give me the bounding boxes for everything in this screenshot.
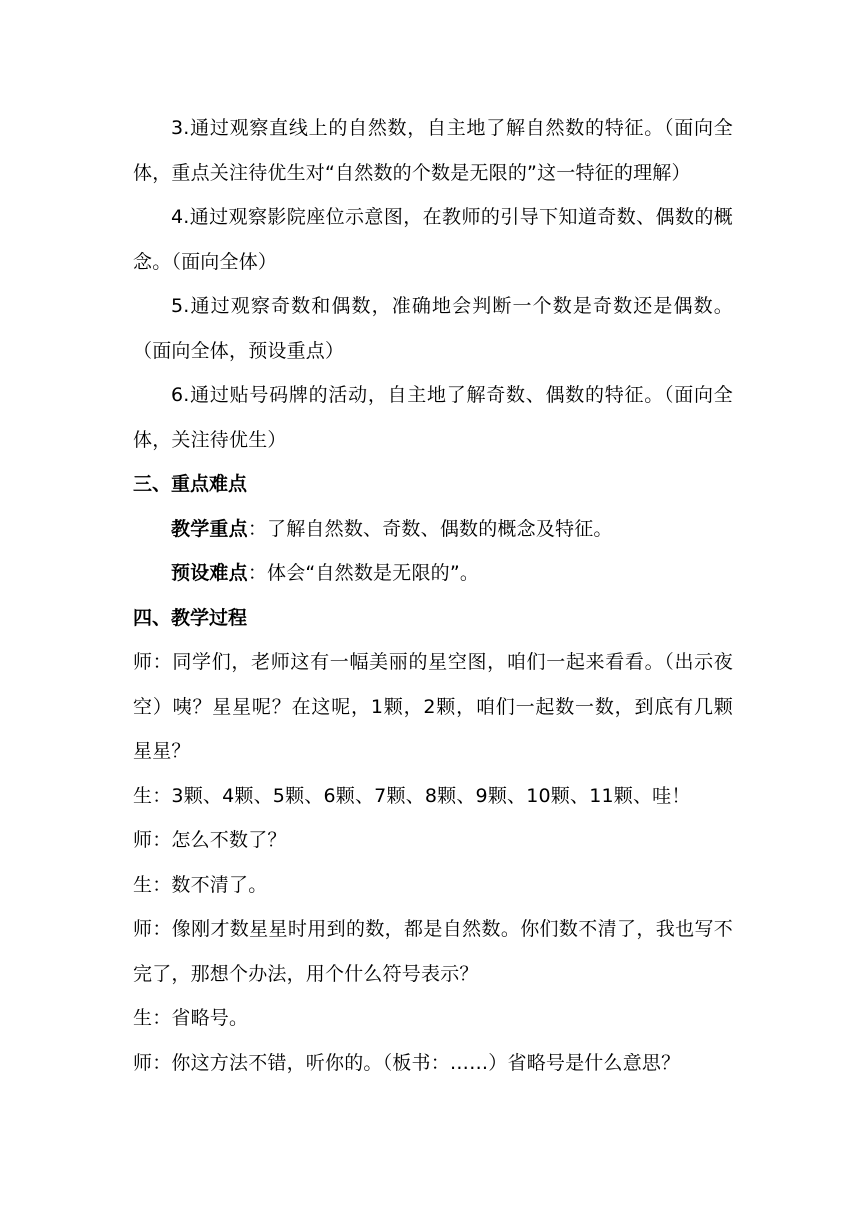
section-heading-teaching-process: 四、教学过程 bbox=[133, 606, 248, 629]
goal-item-6: 6.通过贴号码牌的活动，自主地了解奇数、偶数的特征。（面向全体，关注待优生） bbox=[133, 384, 733, 451]
key-point-text: ：了解自然数、奇数、偶数的概念及特征。 bbox=[247, 517, 613, 540]
section-heading-key-points: 三、重点难点 bbox=[133, 473, 248, 495]
document-page bbox=[133, 106, 733, 1085]
dialogue-line: 师：怎么不数了？ bbox=[133, 829, 287, 851]
key-point-label: 教学重点 bbox=[171, 517, 248, 540]
dialogue-line: 师：像刚才数星星时用到的数，都是自然数。你们数不清了，我也写不完了，那想个办法，用个什么符号表示？ bbox=[133, 918, 733, 985]
dialogue-line: 师：你这方法不错，听你的。（板书：……）省略号是什么意思？ bbox=[133, 1051, 681, 1074]
dialogue-line: 师：同学们，老师这有一幅美丽的星空图，咱们一起来看看。（出示夜空）咦？星星呢？在这呢，1颗，2颗，咱们一起数一数，到底有几颗星星？ bbox=[133, 651, 733, 762]
difficulty-label: 预设难点 bbox=[171, 562, 248, 584]
dialogue-line: 生：数不清了。 bbox=[133, 873, 268, 896]
key-point-paragraph bbox=[133, 507, 733, 552]
dialogue-line: 生：省略号。 bbox=[133, 1007, 249, 1029]
goal-item-5: 5.通过观察奇数和偶数，准确地会判断一个数是奇数还是偶数。（面向全体，预设重点） bbox=[133, 295, 733, 362]
goal-item-4: 4.通过观察影院座位示意图，在教师的引导下知道奇数、偶数的概念。（面向全体） bbox=[133, 206, 733, 273]
difficulty-paragraph bbox=[133, 551, 733, 596]
difficulty-text: ：体会“自然数是无限的”。 bbox=[247, 562, 480, 584]
goal-item-3: 3.通过观察直线上的自然数，自主地了解自然数的特征。（面向全体，重点关注待优生对“自然数的个数是无限的”这一特征的理解） bbox=[133, 117, 733, 184]
dialogue-line: 生：3颗、4颗、5颗、6颗、7颗、8颗、9颗、10颗、11颗、哇！ bbox=[133, 784, 691, 807]
